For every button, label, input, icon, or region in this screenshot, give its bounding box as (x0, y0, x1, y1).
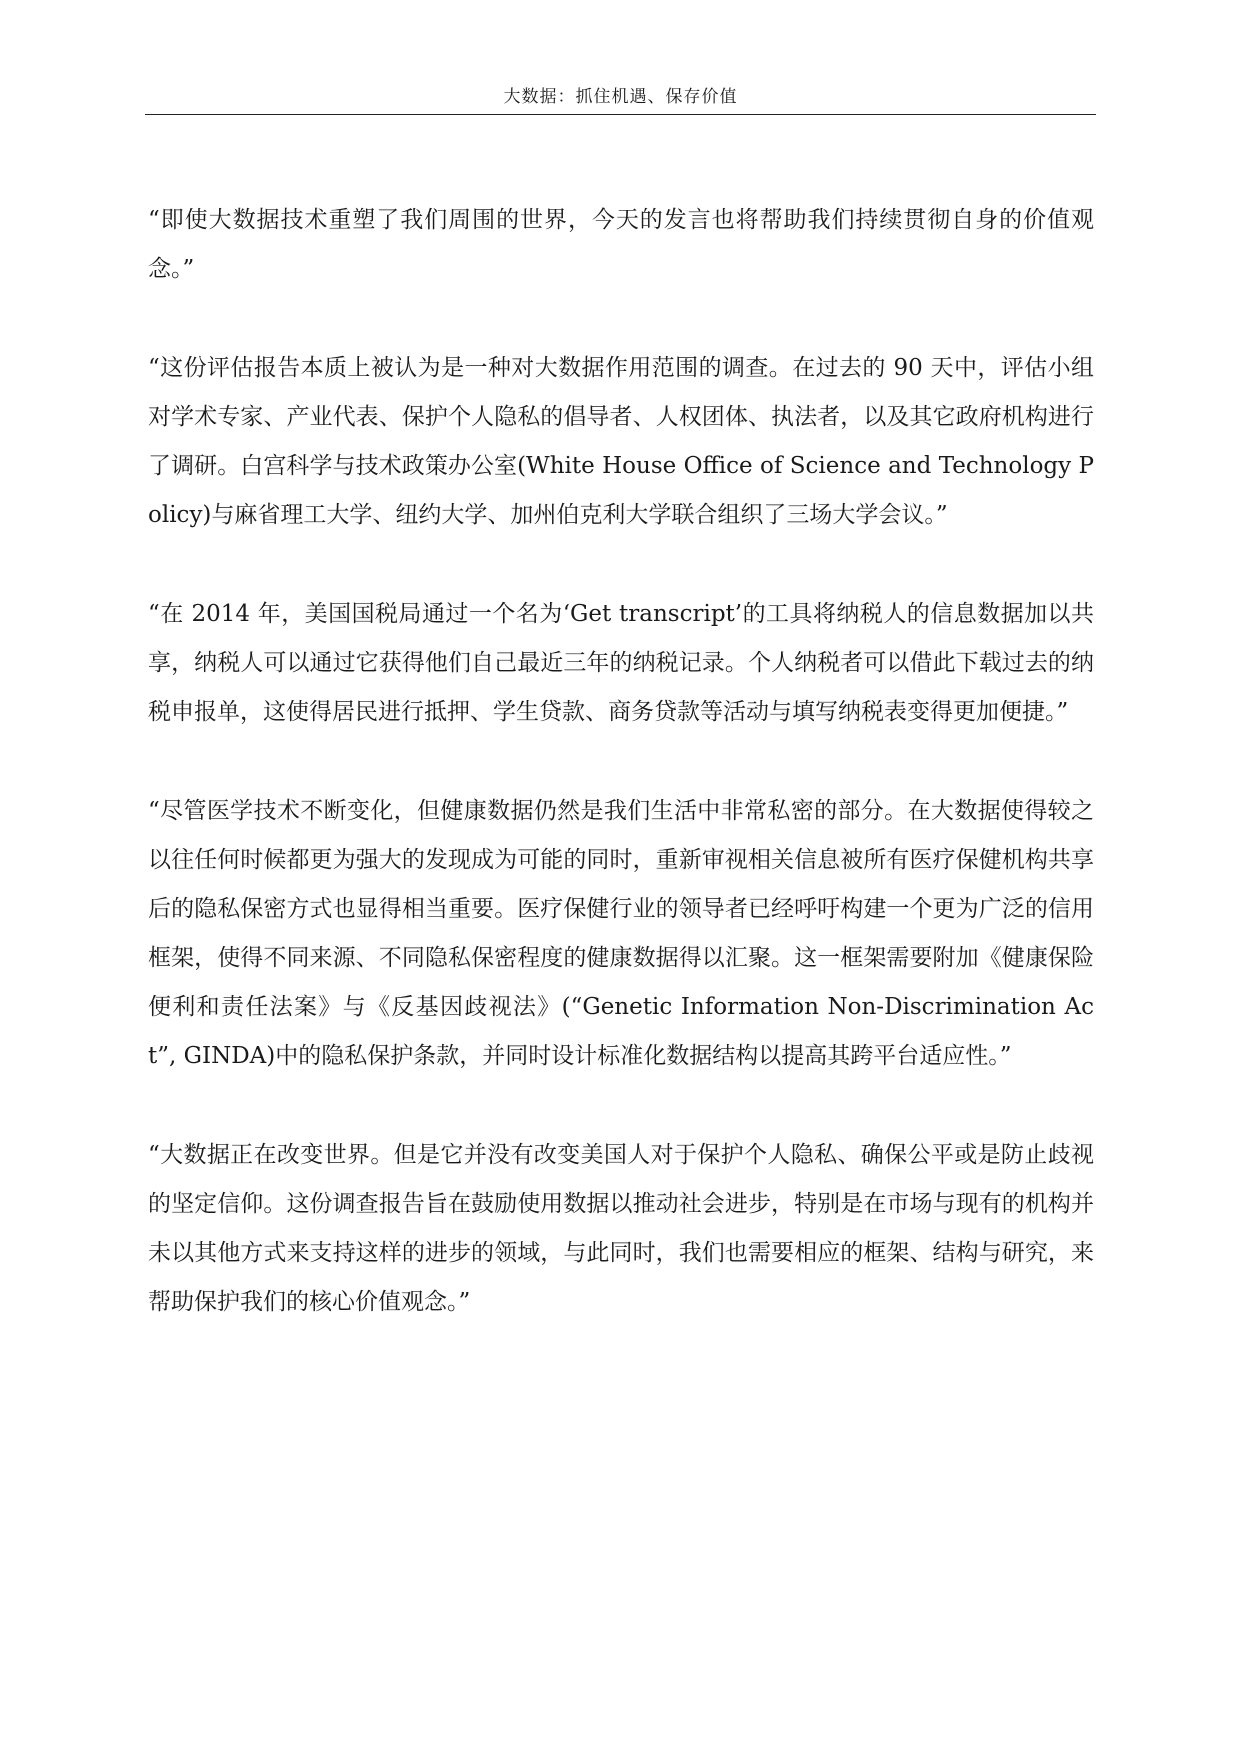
paragraph-4: “尽管医学技术不断变化，但健康数据仍然是我们生活中非常私密的部分。在大数据使得较之以往任何时候都更为强大的发现成为可能的同时，重新审视相关信息被所有医疗保健机构共享后的隐私保密方式也显得相当重要。医疗保健行业的领导者已经呼吁构建一个更为广泛的信用框架，使得不同来源、不同隐私保密程度的健康数据得以汇聚。这一框架需要附加《健康保险便利和责任法案》与《反基因歧视法》(“Genetic Information Non-Discrimination Act”, GINDA)中的隐私保护条款，并同时设计标准化数据结构以提高其跨平台适应性。” (148, 798, 1094, 1069)
paragraph-2: “这份评估报告本质上被认为是一种对大数据作用范围的调查。在过去的 90 天中，评估小组对学术专家、产业代表、保护个人隐私的倡导者、人权团体、执法者，以及其它政府机构进行了调研。白宫科学与技术政策办公室(White House Office of Science and Technology Policy)与麻省理工大学、纽约大学、加州伯克利大学联合组织了三场大学会议。” (148, 355, 1094, 528)
paragraph-1: “即使大数据技术重塑了我们周围的世界，今天的发言也将帮助我们持续贯彻自身的价值观念。” (148, 207, 1094, 282)
paragraph-3: “在 2014 年，美国国税局通过一个名为‘Get transcript’的工具将纳税人的信息数据加以共享，纳税人可以通过它获得他们自己最近三年的纳税记录。个人纳税者可以借此下载过去的纳税申报单，这使得居民进行抵押、学生贷款、商务贷款等活动与填写纳税表变得更加便捷。” (148, 601, 1094, 725)
header-rule (145, 114, 1096, 115)
running-header: 大数据：抓住机遇、保存价值 (503, 87, 738, 107)
paragraph-5: “大数据正在改变世界。但是它并没有改变美国人对于保护个人隐私、确保公平或是防止歧视的坚定信仰。这份调查报告旨在鼓励使用数据以推动社会进步，特别是在市场与现有的机构并未以其他方式来支持这样的进步的领域，与此同时，我们也需要相应的框架、结构与研究，来帮助保护我们的核心价值观念。” (148, 1142, 1094, 1315)
document-body (148, 196, 1094, 1377)
